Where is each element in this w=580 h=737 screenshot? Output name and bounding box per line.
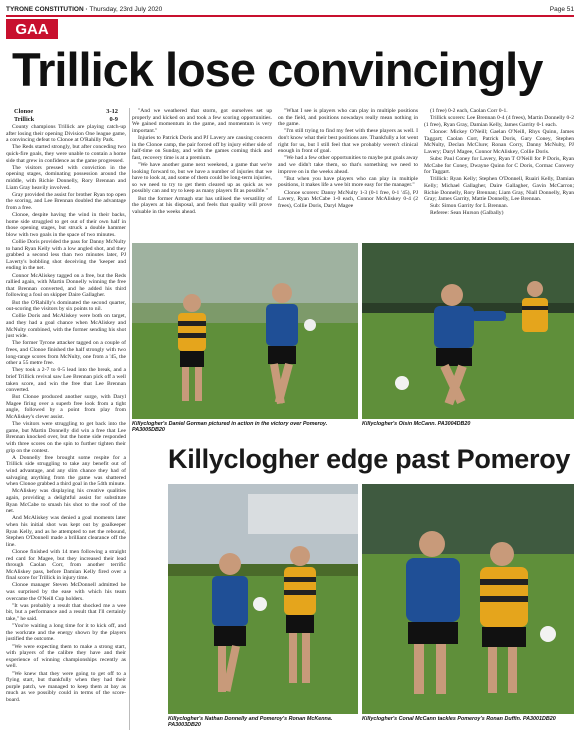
article-paragraph: Collie Doris provided the pass for Danny McNulty to hand Ryan Kelly with a low angled shot, and they grabbed a second less than two minutes later, PJ Laverty's bobbling shot deceiving the 'keeper and ending in the net. bbox=[6, 239, 126, 272]
photo-caption: Killyclogher's Nathan Donnelly and Pomeroy's Ronan McKenna. PA3003DB20 bbox=[168, 716, 333, 729]
article-paragraph: A Donnelly free brought some respite for a Trillick side struggling to take any benefit out of wind advantage, and any slim chance they had of salvaging anything from the game was shattered when Clonoe grabbed a third goal in the 54th minute. bbox=[6, 454, 126, 488]
article-paragraph: And McAliskey was denied a goal moments later when his initial shot was kept out by goalkeeper Ryan Kelly, and as he attempted to net the rebound, Stephen O'Donnell made a brilliant clearance off the line. bbox=[6, 515, 126, 548]
article-paragraph: Referee: Sean Hurson (Galbally) bbox=[430, 210, 504, 217]
article-paragraph: Clonoe finished with 14 men following a straight red card for Magee, but they increased their lead through Caolan Corr, from another terrific McAliskey pass, before Damian Kelly fired over a final score for Trillick in injury time. bbox=[6, 548, 126, 582]
article-paragraph: Subs: Paul Coney for Lavery, Ryan T O'Neill for P Doris, Ryan McCabe for Coney, Dwayne Quinn for C Doris, Cormac Convery for Taggart. bbox=[424, 155, 574, 176]
article-paragraph: Trillick scorers: Lee Brennan 0-4 (4 frees), Martin Donnelly 0-2 (1 free), Ryan Gray, Damian Kelly, James Garrity 0-1 each. bbox=[424, 115, 574, 128]
masthead bbox=[6, 3, 574, 15]
column-divider bbox=[129, 108, 130, 730]
article-column-2 bbox=[132, 108, 272, 238]
article-paragraph: The Reds started strongly, but after conceding two quick-fire goals, they were unable to contain a home side that grew in confidence as the game progressed. bbox=[6, 144, 126, 164]
article-paragraph: The visitors were struggling to get back into the game, but Martin Donnelly did win a free that Lee Brennan knocked over, but the home side responded with three scores on the spin to further tighten their grip on the contest. bbox=[6, 421, 126, 454]
article-column-1 bbox=[6, 108, 126, 730]
article-paragraph: Clonoe: Mickey O'Neill; Gaelan O'Neill, Rhys Quinn, James Taggart; Caolan Corr, Patrick Doris, Gary Coney, Stephen McNulty, Declan McClure; Ronan Corry, Danny McNulty, PJ Lavery; Daryl Magee, Connor McAliskey, Collie Doris. bbox=[424, 128, 574, 155]
article-paragraph: "We have another game next weekend, a game that we're looking forward to, but we have a number of injuries that we have to look at, and some of them could be long-term injuries, so we need to try to get them cleared up as quick as we possibly can and try to keep as many players fit as possible." bbox=[132, 161, 272, 195]
article-paragraph: "And we weathered that storm, got ourselves set up properly and kicked on and took a few scoring opportunities. We gained momentum in the game, and momentum is very important." bbox=[132, 108, 272, 134]
article-paragraph: Collie Doris and McAliskey were both on target, and they had a goal chance when McAliskey and McNulty combined, with the former sending his shot just wide. bbox=[6, 313, 126, 340]
article-paragraph: They took a 2-7 to 0-5 lead into the break, and a brief Trillick revival saw Lee Brennan pick off a well taken score, and win the free that Lee Brennan converted. bbox=[6, 367, 126, 394]
page-number: Page 51 bbox=[549, 5, 574, 13]
article-paragraph: But the former Armagh star has utilised the versatility of the players at his disposal, and feels that quality will prove valuable in the weeks ahead. bbox=[132, 195, 272, 215]
score-line-away bbox=[6, 116, 126, 124]
photo-daniel-gorman bbox=[132, 243, 358, 419]
headline: Trillick lose convincingly bbox=[12, 43, 543, 96]
article-paragraph: Connor McAliskey tagged on a free, but the Reds rallied again, with Martin Donnelly winning the free that Brennan converted, and he added his third following a foul on skipper Daire Gallagher. bbox=[6, 272, 126, 299]
photo-nathan-donnelly bbox=[168, 484, 358, 714]
article-paragraph: The visitors pressed with conviction in the opening stages, dominating possession around the middle, with Richie Donnelly, Rory Brennan and Liam Gray heavily involved. bbox=[6, 164, 126, 191]
secondary-headline: Killyclogher edge past Pomeroy bbox=[168, 444, 571, 474]
article-paragraph: Gray provided the assist for brother Ryan top open the scoring, and Lee Brennan doubled the advantage from a free. bbox=[6, 191, 126, 211]
masthead-rule bbox=[6, 15, 574, 17]
article-paragraph: But Clonoe produced another surge, with Daryl Magee firing over a superb free look from a tight angle, followed by a point from play from McAliskey's clever assist. bbox=[6, 394, 126, 421]
home-score: 3-12 bbox=[106, 108, 118, 115]
article-paragraph: Sub: Simon Garrity for L Brennan. bbox=[430, 203, 509, 210]
article-paragraph: "I'm still trying to find my feet with these players as well. I don't know what their best positions are. Thankfully a lot went right for us, but I still feel that we probably weren't clinical enough in front of goal. bbox=[278, 128, 418, 155]
photo-caption: Killyclogher's Daniel Gorman pictured in action in the victory over Pomeroy. PA3005DB20 bbox=[132, 421, 328, 434]
article-paragraph: (1 free) 0-2 each, Caolan Corr 0-1. bbox=[430, 108, 508, 114]
away-score: 0-9 bbox=[109, 116, 118, 123]
article-paragraph: Trillick: Ryan Kelly; Stephen O'Donnell, Ruairi Kelly, Damian Kelly; Michael Gallagher, Daire Gallagher, Gavin McCarron; Richie Donnelly, Rory Brennan; Liam Gray, Niall Donnelly, Ryan Gray; James Garrity, Mattie Donnelly, Lee Brennan. bbox=[424, 176, 574, 203]
article-paragraph: Clonoe scorers: Danny McNulty 1-3 (0-1 free, 0-1 '45), PJ Lavery, Ryan McCabe 1-0 each, Connor McAliskey 0-4 (2 frees), Collie Doris, Daryl Magee bbox=[278, 189, 418, 209]
article-paragraph: Clonoe manager Steven McDonnell admitted he was surprised by the ease with which his team overcame the O'Neill Cup holders. bbox=[6, 582, 126, 602]
article-paragraph: But the O'Rahilly's dominated the second quarter, out-scoring the visitors by six points to nil. bbox=[6, 299, 126, 313]
score-line-home bbox=[6, 108, 126, 116]
article-paragraph: McAliskey was displaying his creative qualities again, providing a delightful assist for substitute Ryan McCabe to smash his shot to the roof of the net. bbox=[6, 488, 126, 515]
article-paragraph: "We had a few other opportunities to maybe put goals away and we didn't take them, so that's something we need to improve on in the weeks ahead. bbox=[278, 155, 418, 175]
article-paragraph: "We knew that they were going to get off to a flying start, but thankfully when they had their purple patch, we managed to keep them at bay as much as we possibly could in terms of the score-board. bbox=[6, 670, 126, 703]
article-column-4 bbox=[424, 108, 574, 238]
home-team: Clonoe bbox=[14, 108, 34, 115]
article-paragraph: "It was probably a result that shocked me a wee bit, but a performance and a result that I'll certainly take," he said. bbox=[6, 602, 126, 623]
article-paragraph: "What I see is players who can play in multiple positions on the field, and positions nowadays really mean nothing in the game. bbox=[278, 108, 418, 128]
article-paragraph: The former Tyrone attacker tagged on a couple of frees, and Clonoe finished the half strongly with two long-range scores from McNulty, one from a '45, the other a 55 metre free. bbox=[6, 340, 126, 367]
article-paragraph: Clonoe, despite having the wind in their backs, home side struggled to get out of their own half in those opening stages, but struck a double hammer blow with two goals in the space of two minutes. bbox=[6, 212, 126, 238]
article-paragraph: "But when you have players who can play in multiple positions, it makes life a wee bit more easy for the manager." bbox=[278, 175, 418, 189]
article-paragraph: "You're waiting a long time for it to kick off, and the workrate and the energy shown by the players justified the outcome. bbox=[6, 623, 126, 643]
article-body bbox=[6, 124, 126, 704]
publication-name: TYRONE CONSTITUTION · Thursday, 23rd July 2020 bbox=[6, 5, 163, 13]
article-paragraph: County champions Trillick are playing catch-up after losing their opening Division One league game, a convincing defeat to Clonoe at O'Rahilly Park. bbox=[6, 124, 126, 144]
photo-oisin-mccann bbox=[362, 243, 574, 419]
photo-caption: Killyclogher's Conal McCann tackles Pomeroy's Ronan Duffin. PA3001DB20 bbox=[362, 716, 556, 722]
article-column-3 bbox=[278, 108, 418, 238]
photo-conal-mccann bbox=[362, 484, 574, 714]
article-paragraph: "We were expecting them to make a strong start, with players of the calibre they have and their experience of winning championships recently as well. bbox=[6, 643, 126, 670]
away-team: Trillick bbox=[14, 116, 35, 123]
article-paragraph: Injuries to Patrick Doris and PJ Lavery are causing concern in the Clonoe camp, the pair forced off by injury either side of half-time on Sunday, and with the games coming thick and fast, recovery time is at a premium. bbox=[132, 134, 272, 161]
section-tag: GAA bbox=[6, 19, 58, 39]
photo-caption: Killyclogher's Oisin McCann. PA3004DB20 bbox=[362, 421, 471, 427]
